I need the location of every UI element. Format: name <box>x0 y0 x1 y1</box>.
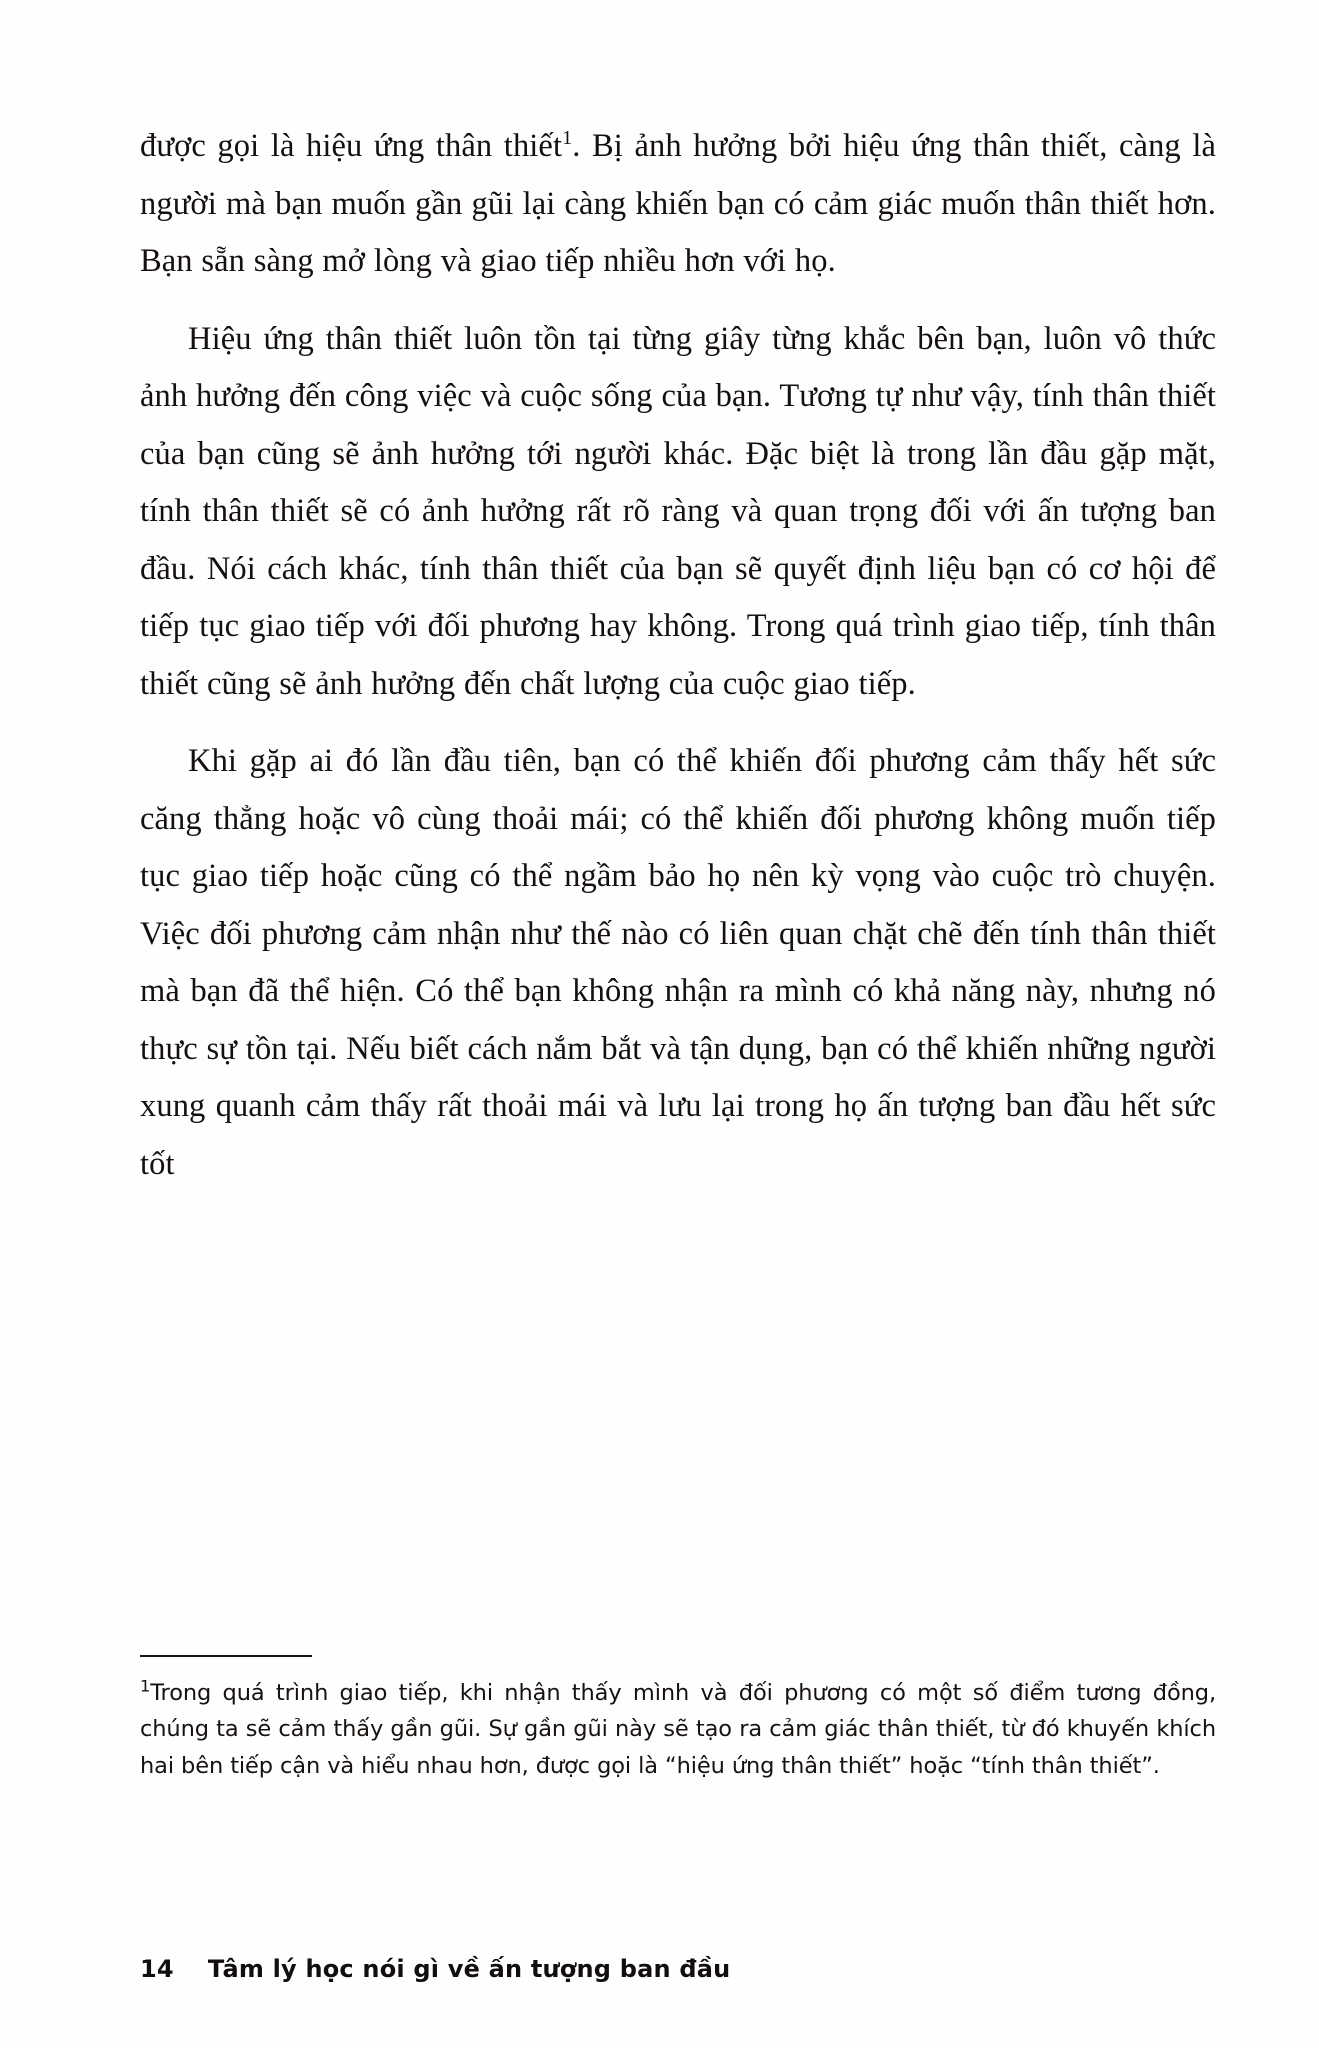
paragraph-2: Hiệu ứng thân thiết luôn tồn tại từng giây từng khắc bên bạn, luôn vô thức ảnh hưởng đến công việc và cuộc sống của bạn. Tương tự như vậy, tính thân thiết của bạn cũng sẽ ảnh hưởng tới người khác. Đặc biệt là trong lần đầu gặp mặt, tính thân thiết sẽ có ảnh hưởng rất rõ ràng và quan trọng đối với ấn tượng ban đầu. Nói cách khác, tính thân thiết của bạn sẽ quyết định liệu bạn có cơ hội để tiếp tục giao tiếp với đối phương hay không. Trong quá trình giao tiếp, tính thân thiết cũng sẽ ảnh hưởng đến chất lượng của cuộc giao tiếp. <box>140 320 1216 702</box>
paragraph-3: Khi gặp ai đó lần đầu tiên, bạn có thể khiến đối phương cảm thấy hết sức căng thẳng hoặc vô cùng thoải mái; có thể khiến đối phương không muốn tiếp tục giao tiếp hoặc cũng có thể ngầm bảo họ nên kỳ vọng vào cuộc trò chuyện. Việc đối phương cảm nhận như thế nào có liên quan chặt chẽ đến tính thân thiết mà bạn đã thể hiện. Có thể bạn không nhận ra mình có khả năng này, nhưng nó thực sự tồn tại. Nếu biết cách nắm bắt và tận dụng, bạn có thể khiến những người xung quanh cảm thấy rất thoải mái và lưu lại trong họ ấn tượng ban đầu hết sức tốt <box>140 743 1216 1182</box>
page-number: 14 <box>140 1955 174 1983</box>
footnote-reference-marker[interactable]: 1 <box>562 127 573 150</box>
footnote-section <box>140 1655 1216 1784</box>
paragraph-1-text-before-footnote: được gọi là hiệu ứng thân thiết <box>140 128 563 164</box>
page-body-text <box>140 118 1216 1193</box>
footnote-text: Trong quá trình giao tiếp, khi nhận thấy mình và đối phương có một số điểm tương đồng, chúng ta sẽ cảm thấy gần gũi. Sự gần gũi này sẽ tạo ra cảm giác thân thiết, từ đó khuyến khích hai bên tiếp cận và hiểu nhau hơn, được gọi là “hiệu ứng thân thiết” hoặc “tính thân thiết”. <box>140 1680 1216 1779</box>
running-footer-title: Tâm lý học nói gì về ấn tượng ban đầu <box>207 1955 731 1983</box>
footnote-number: 1 <box>140 1676 151 1696</box>
footnote-1 <box>140 1675 1216 1784</box>
paragraph-1 <box>140 118 1216 291</box>
paragraph-1-text-after-footnote: . Bị ảnh hưởng bởi hiệu ứng thân thiết, càng là người mà bạn muốn gần gũi lại càng khiến bạn có cảm giác muốn thân thiết hơn. Bạn sẵn sàng mở lòng và giao tiếp nhiều hơn với họ. <box>140 128 1216 280</box>
footnote-divider <box>140 1655 312 1657</box>
page-footer <box>140 1955 1216 1983</box>
